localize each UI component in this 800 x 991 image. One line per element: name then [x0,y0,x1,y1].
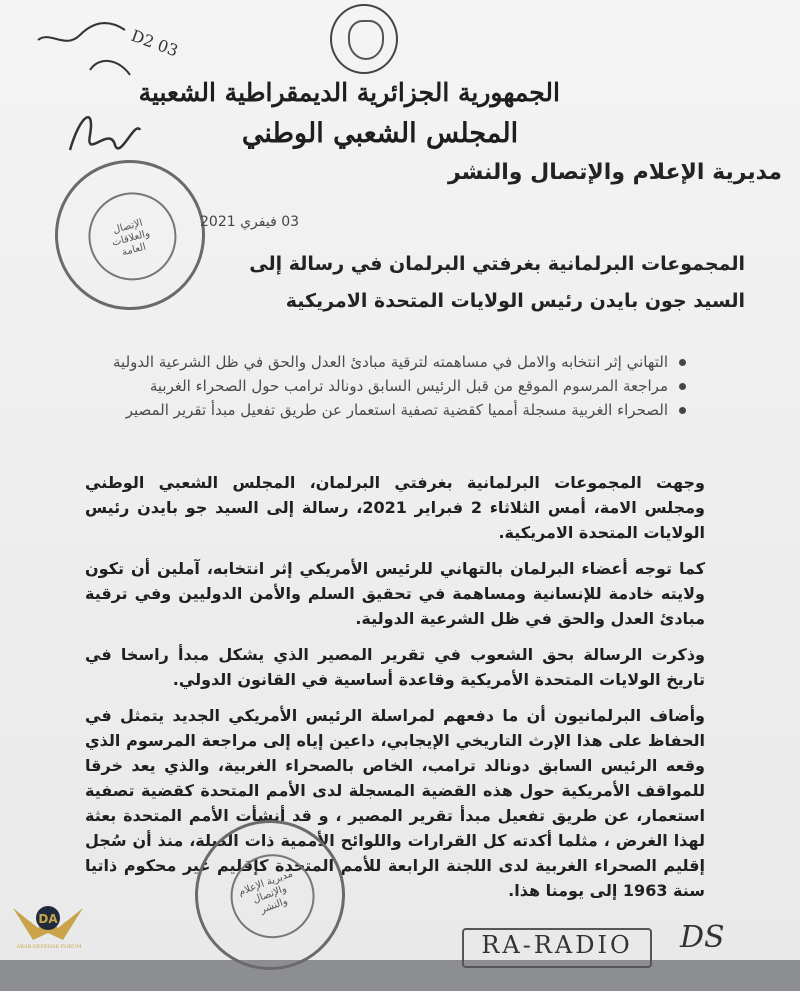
body-paragraph: كما توجه أعضاء البرلمان بالتهاني للرئيس الأمريكي إثر انتخابه، آملين أن تكون ولايته خادمة للإنسانية ومساهمة في تحقيق السلم والأمن الدوليين وفي ترقية مبادئ العدل والحق في ظل الشرعية الدولية. [85,559,705,628]
date-stamp: 03 فيفري 2021 [200,214,300,230]
subject-line-1: المجموعات البرلمانية بغرفتي البرلمان في رسالة إلى [249,253,745,275]
signature-icon [60,95,150,165]
body-paragraph: وجهت المجموعات البرلمانية بغرفتي البرلمان، المجلس الشعبي الوطني ومجلس الامة، أمس الثلاثاء 2 فبراير 2021، رسالة إلى السيد جو بايدن رئيس الولايات المتحدة الامريكية. [85,473,705,542]
handwritten-annotation-icon [30,0,181,90]
bullet-item: التهاني إثر انتخابه والامل في مساهمته لترقية مبادئ العدل والحق في ظل الشرعية الدولية [130,350,690,374]
directorate-title: مديرية الإعلام والإتصال والنشر [447,160,782,185]
radio-stamp-box: RA-RADIO [462,928,652,968]
summary-bullets [113,350,690,422]
body-paragraph: وأضاف البرلمانيون أن ما دفعهم لمراسلة الرئيس الأمريكي الجديد يتمثل في الحفاظ على هذا الإرث التاريخي الإيجابي، داعين إياه إلى مراجعة المرسوم الذي وقعه الرئيس السابق دونالد ترامب، الخاص بالصحراء الغربية، والذي يعد خرقا للمواقف الأمريكية حول هذه القضية المسجلة لدى الأمم المتحدة كقضية تصفية استعمار، عن طريق تفعيل مبدأ تقرير المصير ، و قد أنشأت الأمم المتحدة بعثة لهذا الغرض ، مثلما أكدته كل القرارات واللوائح الأممية ذات الصلة، منذ أن سُجل إقليم الصحراء الغربية لدى اللجنة الرابعة للأمم المتحدة كإقليم غير محكوم ذاتيا سنة 1963 إلى يومنا هذا. [85,706,705,900]
bullet-item: الصحراء الغربية مسجلة أمميا كقضية تصفية استعمار عن طريق تفعيل مبدأ تقرير المصير [130,398,690,422]
official-stamp-top [38,143,222,327]
assembly-header: المجلس الشعبي الوطني [241,118,519,149]
bullet-item: مراجعة المرسوم الموقع من قبل الرئيس السابق دونالد ترامب حول الصحراء الغربية [130,374,690,398]
subject-line-2: السيد جون بايدن رئيس الولايات المتحدة الامريكية [285,290,745,312]
logo-mark: DA [38,912,58,926]
handwritten-ref: D2 03 [128,25,181,61]
stamp-top-text: الإتصال والعلاقات العامة [110,217,152,259]
handwritten-initials: DS [680,920,725,955]
logo-text: ARAB DEFENSE FORUM [16,944,82,950]
handwritten-initials-icon [670,915,760,960]
stamp-bottom-text: مديرية الإعلام والإتصال والنشر [237,868,295,916]
republic-header: الجمهورية الجزائرية الديمقراطية الشعبية [138,78,560,107]
body-paragraph: وذكرت الرسالة بحق الشعوب في تقرير المصير الذي يشكل مبدأ راسخا في تاريخ الولايات المتحدة الأمريكية وقاعدة أساسية في القانون الدولي. [85,645,705,689]
algeria-emblem-icon [330,4,398,74]
body-text [85,470,705,914]
